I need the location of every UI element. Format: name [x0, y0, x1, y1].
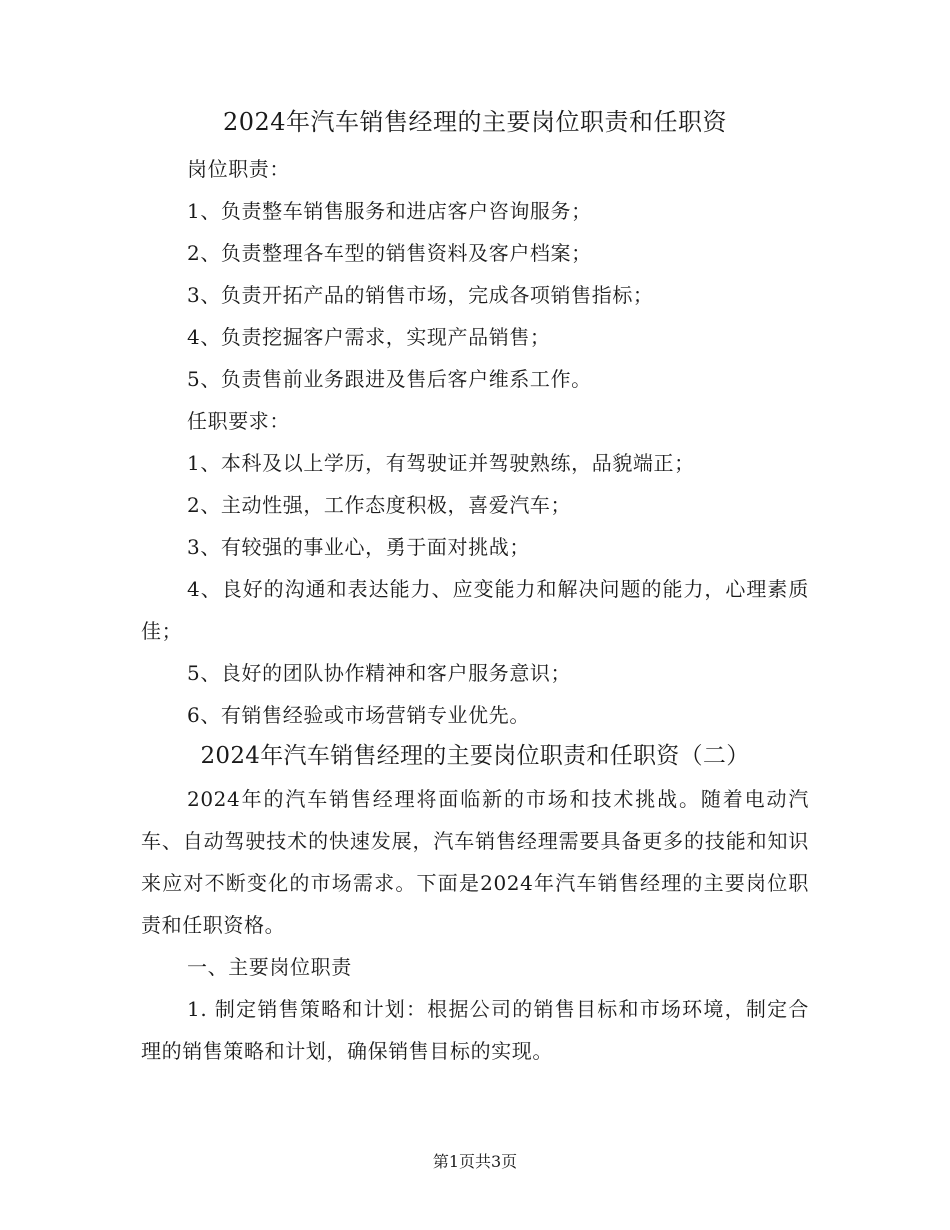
page-indicator: 第1页共3页 [432, 1152, 518, 1171]
duty-item: 4、负责挖掘客户需求，实现产品销售； [187, 325, 551, 349]
duty-item: 2、负责整理各车型的销售资料及客户档案； [187, 241, 592, 265]
requirement-item: 6、有销售经验或市场营销专业优先。 [187, 703, 530, 727]
section2-title: 2024年汽车销售经理的主要岗位职责和任职资（二） [200, 743, 750, 769]
requirement-item: 2、主动性强，工作态度积极，喜爱汽车； [187, 493, 572, 517]
duty-item: 5、负责售前业务跟进及售后客户维系工作。 [187, 367, 592, 391]
document-title: 2024年汽车销售经理的主要岗位职责和任职资 [222, 108, 728, 136]
duty-item: 3、负责开拓产品的销售市场，完成各项销售指标； [187, 283, 654, 307]
requirement-item: 1、本科及以上学历，有驾驶证并驾驶熟练，品貌端正； [187, 451, 695, 475]
duties-heading: 岗位职责： [187, 157, 290, 181]
requirement-item: 4、良好的沟通和表达能力、应变能力和解决问题的能力，心理素质佳； [141, 577, 809, 643]
section2-item: 1. 制定销售策略和计划：根据公司的销售目标和市场环境，制定合理的销售策略和计划，确保销售目标的实现。 [141, 997, 809, 1063]
requirements-heading: 任职要求： [187, 409, 290, 433]
section2-intro: 2024年的汽车销售经理将面临新的市场和技术挑战。随着电动汽车、自动驾驶技术的快速发展，汽车销售经理需要具备更多的技能和知识来应对不断变化的市场需求。下面是2024年汽车销售经理的主要岗位职责和任职资格。 [141, 787, 809, 937]
section2-heading: 一、主要岗位职责 [187, 955, 352, 979]
requirement-item: 5、良好的团队协作精神和客户服务意识； [187, 661, 572, 685]
duty-item: 1、负责整车销售服务和进店客户咨询服务； [187, 199, 592, 223]
requirement-item: 3、有较强的事业心，勇于面对挑战； [187, 535, 530, 559]
document-body [141, 104, 809, 1072]
